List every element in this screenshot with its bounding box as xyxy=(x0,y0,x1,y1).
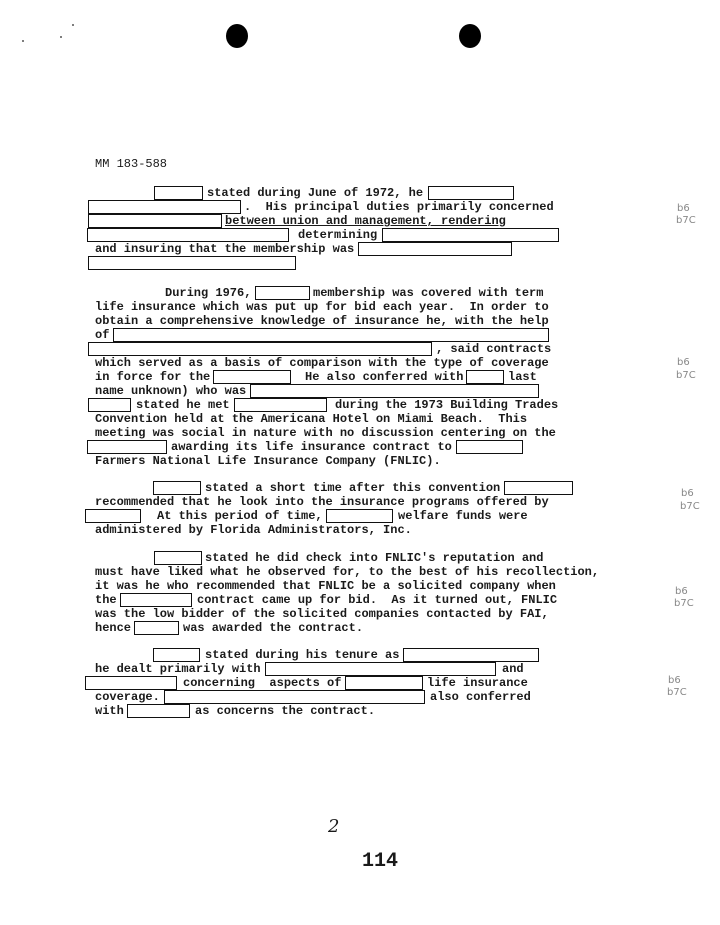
redaction-box xyxy=(85,676,177,690)
text-line: stated he did check into FNLIC's reputation and xyxy=(205,551,544,565)
redaction-box xyxy=(164,690,425,704)
redaction-box xyxy=(154,186,203,200)
text-line: awarding its life insurance contract to xyxy=(171,440,452,454)
exemption-b6: b6 xyxy=(677,357,690,368)
text-line: last xyxy=(508,370,537,384)
text-line: with xyxy=(95,704,124,718)
redaction-box xyxy=(153,481,201,495)
redaction-box xyxy=(85,509,141,523)
redaction-box xyxy=(120,593,192,607)
text-line: also conferred xyxy=(430,690,531,704)
text-line: determining xyxy=(298,228,378,242)
text-line: concerning aspects of xyxy=(183,676,342,690)
redaction-box xyxy=(127,704,190,718)
redaction-box xyxy=(88,200,241,214)
redaction-box xyxy=(504,481,573,495)
page-number: 114 xyxy=(362,850,399,873)
redaction-box xyxy=(265,662,496,676)
redaction-box xyxy=(250,384,539,398)
scan-speck xyxy=(60,36,62,38)
text-line: stated during his tenure as xyxy=(205,648,400,662)
file-number: MM 183-588 xyxy=(95,157,168,171)
text-line: coverage. xyxy=(95,690,160,704)
text-line: name unknown) who was xyxy=(95,384,247,398)
text-line: hence xyxy=(95,621,132,635)
redaction-box xyxy=(382,228,559,242)
redaction-box xyxy=(154,551,202,565)
text-line: obtain a comprehensive knowledge of insurance he, with the help xyxy=(95,314,549,328)
redaction-box xyxy=(234,398,327,412)
text-line: membership was covered with term xyxy=(313,286,544,300)
exemption-b7c: b7C xyxy=(676,370,696,381)
text-line: the xyxy=(95,593,117,607)
redaction-box xyxy=(88,256,296,270)
text-line: stated during June of 1972, he xyxy=(207,186,424,200)
redaction-box xyxy=(345,676,423,690)
redaction-box xyxy=(88,398,131,412)
text-line: in force for the xyxy=(95,370,211,384)
exemption-b7c: b7C xyxy=(674,598,694,609)
exemption-b6: b6 xyxy=(675,586,688,597)
text-line: he dealt primarily with xyxy=(95,662,261,676)
exemption-b6: b6 xyxy=(681,488,694,499)
redaction-box xyxy=(88,342,432,356)
handwritten-page-number: 2 xyxy=(328,816,340,837)
text-line: , said contracts xyxy=(436,342,552,356)
text-line: . His principal duties primarily concerned xyxy=(244,200,554,214)
redaction-box xyxy=(113,328,549,342)
text-line: stated he met xyxy=(136,398,230,412)
text-line: during the 1973 Building Trades xyxy=(335,398,559,412)
text-line: which served as a basis of comparison with the type of coverage xyxy=(95,356,549,370)
redaction-box xyxy=(466,370,504,384)
text-line: welfare funds were xyxy=(398,509,528,523)
text-line: and xyxy=(502,662,524,676)
exemption-b7c: b7C xyxy=(667,687,687,698)
text-line: it was he who recommended that FNLIC be a solicited company when xyxy=(95,579,556,593)
redaction-box xyxy=(456,440,523,454)
redaction-box xyxy=(87,228,289,242)
text-line: life insurance xyxy=(427,676,528,690)
text-line: Farmers National Life Insurance Company (FNLIC). xyxy=(95,454,441,468)
hole-punch-right xyxy=(459,24,481,48)
scan-speck xyxy=(22,40,24,42)
redaction-box xyxy=(255,286,310,300)
text-line: must have liked what he observed for, to the best of his recollection, xyxy=(95,565,600,579)
text-line: He also conferred with xyxy=(305,370,464,384)
text-line: life insurance which was put up for bid each year. In order to xyxy=(95,300,549,314)
exemption-b6: b6 xyxy=(677,203,690,214)
redaction-box xyxy=(358,242,512,256)
text-line: administered by Florida Administrators, Inc. xyxy=(95,523,412,537)
text-line: At this period of time, xyxy=(157,509,323,523)
text-line: contract came up for bid. As it turned out, FNLIC xyxy=(197,593,558,607)
text-line: and insuring that the membership was xyxy=(95,242,355,256)
redaction-box xyxy=(213,370,291,384)
text-line: stated a short time after this convention xyxy=(205,481,501,495)
redaction-box xyxy=(153,648,200,662)
text-line: as concerns the contract. xyxy=(195,704,376,718)
redaction-box xyxy=(403,648,539,662)
text-line: between union and management, rendering xyxy=(225,214,506,228)
redaction-box xyxy=(87,440,167,454)
redaction-box xyxy=(326,509,393,523)
text-line: of xyxy=(95,328,110,342)
redaction-box xyxy=(134,621,179,635)
text-line: During 1976, xyxy=(165,286,252,300)
redaction-box xyxy=(428,186,514,200)
exemption-b7c: b7C xyxy=(680,501,700,512)
exemption-b6: b6 xyxy=(668,675,681,686)
text-line: Convention held at the Americana Hotel on Miami Beach. This xyxy=(95,412,528,426)
redaction-box xyxy=(88,214,222,228)
text-line: was awarded the contract. xyxy=(183,621,364,635)
text-line: meeting was social in nature with no discussion centering on the xyxy=(95,426,556,440)
text-line: recommended that he look into the insurance programs offered by xyxy=(95,495,549,509)
hole-punch-left xyxy=(226,24,248,48)
exemption-b7c: b7C xyxy=(676,215,696,226)
scan-speck xyxy=(72,24,74,26)
text-line: was the low bidder of the solicited companies contacted by FAI, xyxy=(95,607,549,621)
